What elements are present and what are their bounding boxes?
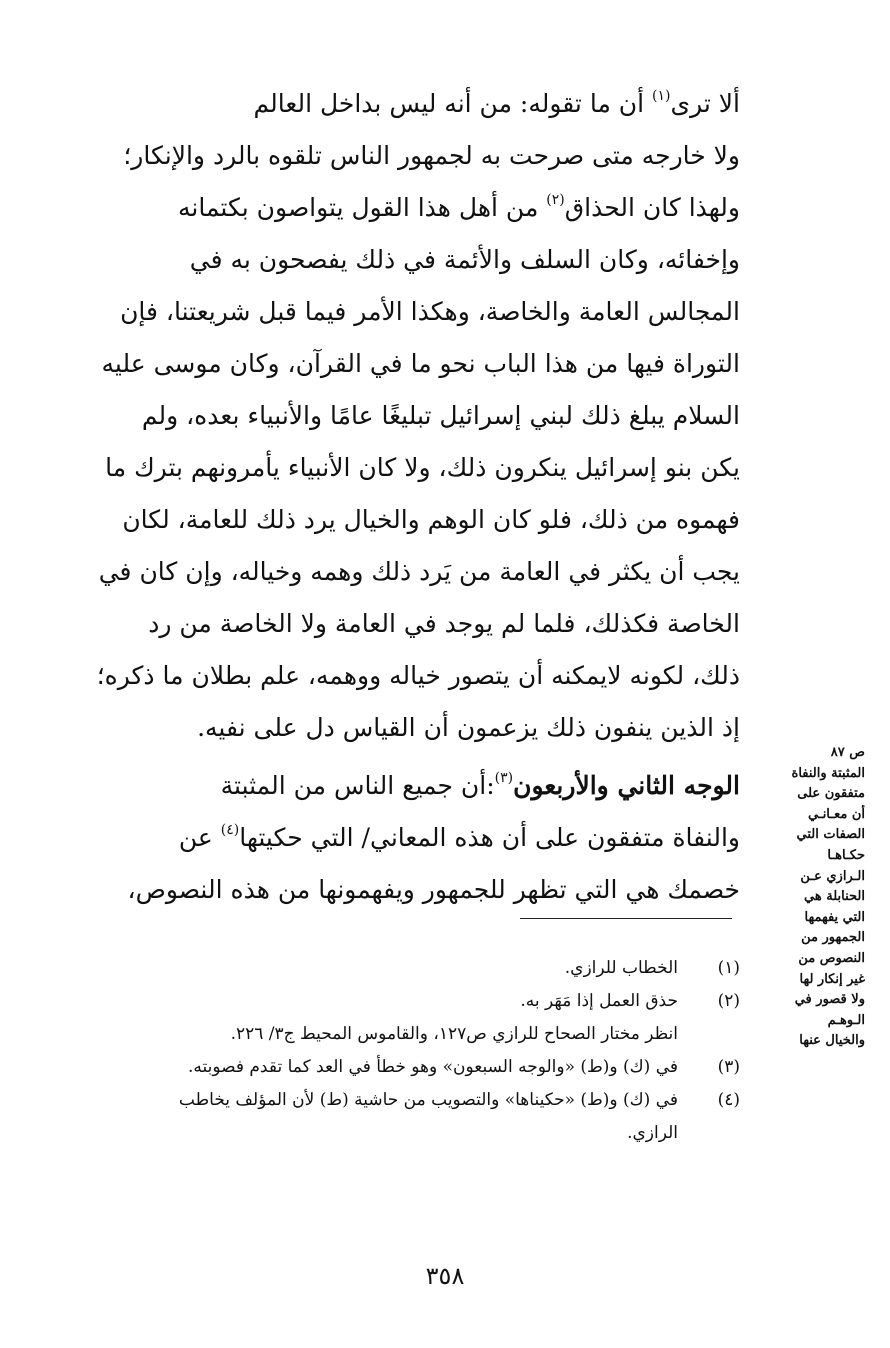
footnotes	[62, 952, 740, 1150]
footnote-text: في (ك) و(ط) «حكيناها» والتصويب من حاشية (ط) لأن المؤلف يخاطب	[178, 1090, 678, 1110]
text-line: والنفاة متفقون على أن هذه المعاني/ التي حكيتها$^{(٤)}$ عن	[178, 822, 740, 852]
footnote-number: (٣)	[717, 1057, 740, 1077]
footnote-continuation	[62, 1018, 740, 1051]
margin-note-line: الجمهور من	[801, 930, 865, 946]
section-heading-line: الوجه الثاني والأربعون$^{(٣)}$:أن جميع الناس من المثبتة	[220, 770, 740, 800]
footnote-number: (٢)	[717, 991, 740, 1011]
margin-note-line: متفقون على	[797, 786, 865, 802]
margin-note-line: التي يفهمها	[804, 909, 865, 925]
margin-note-line: الصفات التي	[796, 827, 865, 843]
footnote-text: انظر مختار الصحاح للرازي ص١٢٧، والقاموس المحيط ج٣/ ٢٢٦.	[230, 1024, 678, 1044]
margin-note-line: الـرازي عـن	[800, 868, 865, 884]
footnote-ref[interactable]: (٢)	[546, 192, 565, 208]
text-line: وإخفائه، وكان السلف والأئمة في ذلك يفصحون به في	[189, 245, 740, 274]
footnote-ref[interactable]: (٤)	[220, 822, 240, 838]
text-line: إذ الذين ينفون ذلك يزعمون أن القياس دل على نفيه.	[197, 713, 740, 742]
footnote-continuation	[62, 1117, 740, 1150]
footnote-text: حذق العمل إذا مَهَر به.	[520, 991, 678, 1011]
footnote	[62, 952, 740, 985]
text-line: ذلك، لكونه لايمكنه أن يتصور خياله ووهمه، علم بطلان ما ذكره؛	[96, 661, 740, 690]
footnote-text: في (ك) و(ط) «والوجه السبعون» وهو خطأ في العد كما تقدم فصوبته.	[187, 1057, 678, 1077]
margin-note	[755, 743, 865, 1052]
margin-note-line: المثبتة والنفاة	[791, 765, 865, 781]
margin-note-line: الحنابلة هي	[804, 889, 865, 905]
text-line: ولهذا كان الحذاق$^{(٢)}$ من أهل هذا القول يتواصون بكتمانه	[177, 192, 740, 222]
footnote-ref[interactable]: (١)	[652, 88, 671, 104]
footnote-text: الخطاب للرازي.	[564, 958, 678, 978]
footnote	[62, 1084, 740, 1117]
margin-note-line: والخيال عنها	[799, 1033, 865, 1049]
text-line: المجالس العامة والخاصة، وهكذا الأمر فيما قبل شريعتنا، فإن	[120, 297, 740, 326]
main-text	[62, 78, 740, 916]
text-line: يكن بنو إسرائيل ينكرون ذلك، ولا كان الأنبياء يأمرونهم بترك ما	[105, 453, 740, 482]
text-line: السلام يبلغ ذلك لبني إسرائيل تبليغًا عامًا والأنبياء بعده، ولم	[141, 401, 740, 430]
margin-note-line: حكـاهـا	[827, 847, 865, 863]
margin-note-line: غير إنكار لها	[799, 971, 865, 987]
footnote-ref[interactable]: (٣)	[494, 770, 514, 786]
footnote-number: (٤)	[717, 1090, 740, 1110]
footnote	[62, 1051, 740, 1084]
text-line: التوراة فيها من هذا الباب نحو ما في القرآن، وكان موسى عليه	[101, 349, 740, 378]
page-number: ٣٥٨	[425, 1262, 465, 1290]
margin-page-ref: ص ٨٧	[830, 745, 865, 760]
text-line: يجب أن يكثر في العامة من يَرد ذلك وهمه وخياله، وإن كان في	[98, 557, 740, 586]
margin-note-line: أن معـانـي	[808, 806, 865, 822]
footnote-separator	[520, 918, 732, 919]
footnote	[62, 985, 740, 1018]
text-line: خصمك هي التي تظهر للجمهور ويفهمونها من هذه النصوص،	[127, 875, 740, 904]
footnote-text: الرازي.	[627, 1123, 678, 1143]
text-line: الخاصة فكذلك، فلما لم يوجد في العامة ولا الخاصة من رد	[148, 609, 740, 638]
margin-note-line: ولا قصور في	[794, 992, 865, 1008]
margin-note-line: الـوهـم	[827, 1012, 865, 1028]
text-line: ولا خارجه متى صرحت به لجمهور الناس تلقوه بالرد والإنكار؛	[123, 141, 740, 170]
margin-note-line: النصوص من	[798, 950, 865, 966]
section-heading: الوجه الثاني والأربعون	[513, 771, 740, 800]
text-line: فهموه من ذلك، فلو كان الوهم والخيال يرد ذلك للعامة، لكان	[122, 505, 740, 534]
text-line: ألا ترى$^{(١)}$ أن ما تقوله: من أنه ليس بداخل العالم	[253, 88, 740, 118]
footnote-number: (١)	[717, 958, 740, 978]
